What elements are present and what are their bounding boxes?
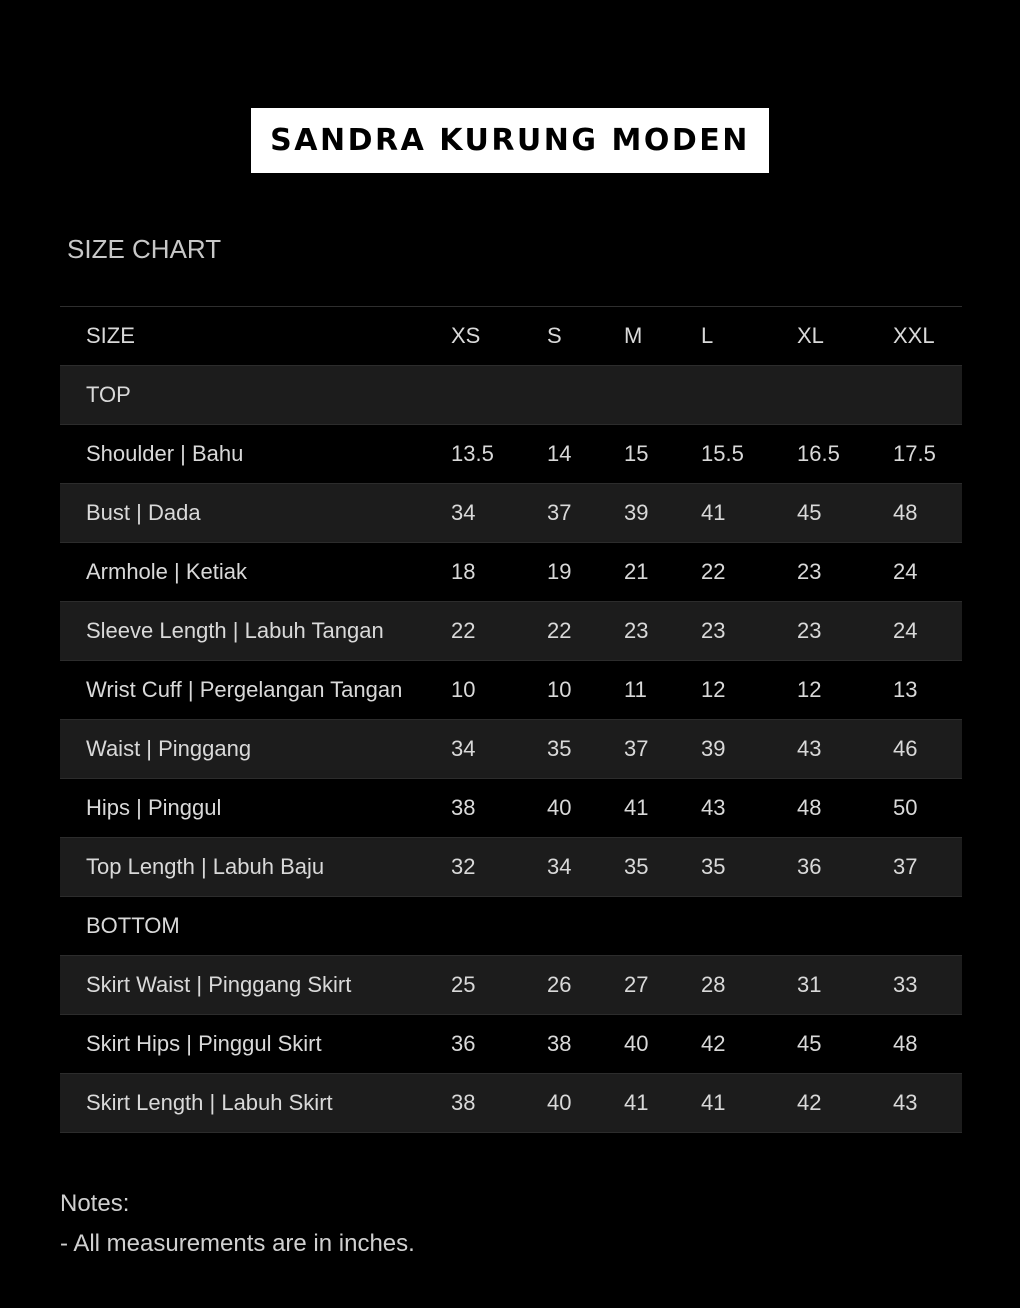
cell-s: 38 (547, 1031, 572, 1056)
cell-xl: 48 (797, 795, 822, 820)
cell-s: 34 (547, 854, 572, 879)
cell-l: 43 (701, 795, 726, 820)
header-xs: XS (451, 323, 481, 348)
cell-m: 21 (624, 559, 649, 584)
header-l: L (701, 323, 714, 348)
row-label: Armhole | Ketiak (86, 559, 248, 584)
row-label: Sleeve Length | Labuh Tangan (86, 618, 384, 643)
cell-xl: 45 (797, 500, 822, 525)
row-label: Bust | Dada (86, 500, 201, 525)
section-row-top (60, 366, 962, 425)
cell-xxl: 48 (893, 500, 918, 525)
cell-s: 22 (547, 618, 572, 643)
brand-name: SANDRA KURUNG MODEN (270, 123, 750, 158)
row-label: Skirt Hips | Pinggul Skirt (86, 1031, 322, 1056)
cell-xs: 10 (451, 677, 476, 702)
table-row (60, 661, 962, 720)
cell-xs: 34 (451, 500, 476, 525)
table-row (60, 484, 962, 543)
cell-m: 40 (624, 1031, 649, 1056)
table-row (60, 779, 962, 838)
notes-section (60, 1184, 415, 1264)
cell-xxl: 13 (893, 677, 918, 702)
cell-s: 14 (547, 441, 572, 466)
cell-m: 35 (624, 854, 649, 879)
table-header-row (60, 307, 962, 366)
cell-xl: 43 (797, 736, 822, 761)
cell-l: 42 (701, 1031, 726, 1056)
cell-s: 40 (547, 795, 572, 820)
header-m: M (624, 323, 643, 348)
brand-banner (251, 108, 769, 173)
table-row (60, 425, 962, 484)
cell-s: 26 (547, 972, 572, 997)
cell-m: 41 (624, 1090, 649, 1115)
cell-xxl: 33 (893, 972, 918, 997)
cell-l: 28 (701, 972, 726, 997)
cell-l: 35 (701, 854, 726, 879)
cell-s: 40 (547, 1090, 572, 1115)
cell-xl: 31 (797, 972, 822, 997)
table-row (60, 1074, 962, 1133)
cell-l: 41 (701, 500, 726, 525)
table-row (60, 602, 962, 661)
row-label: Skirt Length | Labuh Skirt (86, 1090, 333, 1115)
cell-xl: 16.5 (797, 441, 840, 466)
row-label: Skirt Waist | Pinggang Skirt (86, 972, 352, 997)
cell-xxl: 37 (893, 854, 918, 879)
cell-s: 10 (547, 677, 572, 702)
header-xl: XL (797, 323, 824, 348)
cell-xs: 25 (451, 972, 476, 997)
row-label: Shoulder | Bahu (86, 441, 244, 466)
cell-xs: 32 (451, 854, 476, 879)
cell-s: 37 (547, 500, 572, 525)
cell-m: 39 (624, 500, 649, 525)
cell-xs: 38 (451, 795, 476, 820)
size-table (60, 306, 962, 1133)
cell-l: 23 (701, 618, 726, 643)
cell-l: 22 (701, 559, 726, 584)
cell-l: 39 (701, 736, 726, 761)
cell-l: 15.5 (701, 441, 744, 466)
cell-xxl: 48 (893, 1031, 918, 1056)
cell-s: 35 (547, 736, 572, 761)
header-xxl: XXL (893, 323, 935, 348)
cell-l: 12 (701, 677, 726, 702)
cell-xs: 36 (451, 1031, 476, 1056)
table-row (60, 838, 962, 897)
cell-xs: 18 (451, 559, 476, 584)
table-row (60, 720, 962, 779)
cell-xxl: 24 (893, 559, 918, 584)
table-row (60, 543, 962, 602)
cell-m: 41 (624, 795, 649, 820)
cell-m: 15 (624, 441, 649, 466)
table-row (60, 1015, 962, 1074)
section-label-top: TOP (86, 382, 131, 407)
cell-xl: 36 (797, 854, 822, 879)
cell-xl: 23 (797, 618, 822, 643)
page-title: SIZE CHART (67, 234, 222, 264)
cell-xxl: 17.5 (893, 441, 936, 466)
cell-xxl: 43 (893, 1090, 918, 1115)
notes-line: - All measurements are in inches. (60, 1230, 415, 1257)
header-s: S (547, 323, 562, 348)
cell-xs: 38 (451, 1090, 476, 1115)
cell-s: 19 (547, 559, 572, 584)
cell-m: 11 (624, 677, 647, 702)
row-label: Top Length | Labuh Baju (86, 854, 325, 879)
cell-xs: 22 (451, 618, 476, 643)
row-label: Waist | Pinggang (86, 736, 252, 761)
cell-m: 37 (624, 736, 649, 761)
cell-m: 23 (624, 618, 649, 643)
cell-xl: 45 (797, 1031, 822, 1056)
section-row-bottom (60, 897, 962, 956)
row-label: Hips | Pinggul (86, 795, 222, 820)
table-row (60, 956, 962, 1015)
row-label: Wrist Cuff | Pergelangan Tangan (86, 677, 403, 702)
section-label-bottom: BOTTOM (86, 913, 180, 938)
cell-xl: 42 (797, 1090, 822, 1115)
cell-xxl: 50 (893, 795, 918, 820)
notes-heading: Notes: (60, 1190, 130, 1217)
cell-xxl: 24 (893, 618, 918, 643)
cell-xs: 13.5 (451, 441, 494, 466)
cell-l: 41 (701, 1090, 726, 1115)
cell-m: 27 (624, 972, 649, 997)
cell-xl: 23 (797, 559, 822, 584)
cell-xl: 12 (797, 677, 822, 702)
cell-xs: 34 (451, 736, 476, 761)
header-size: SIZE (86, 323, 135, 348)
cell-xxl: 46 (893, 736, 918, 761)
